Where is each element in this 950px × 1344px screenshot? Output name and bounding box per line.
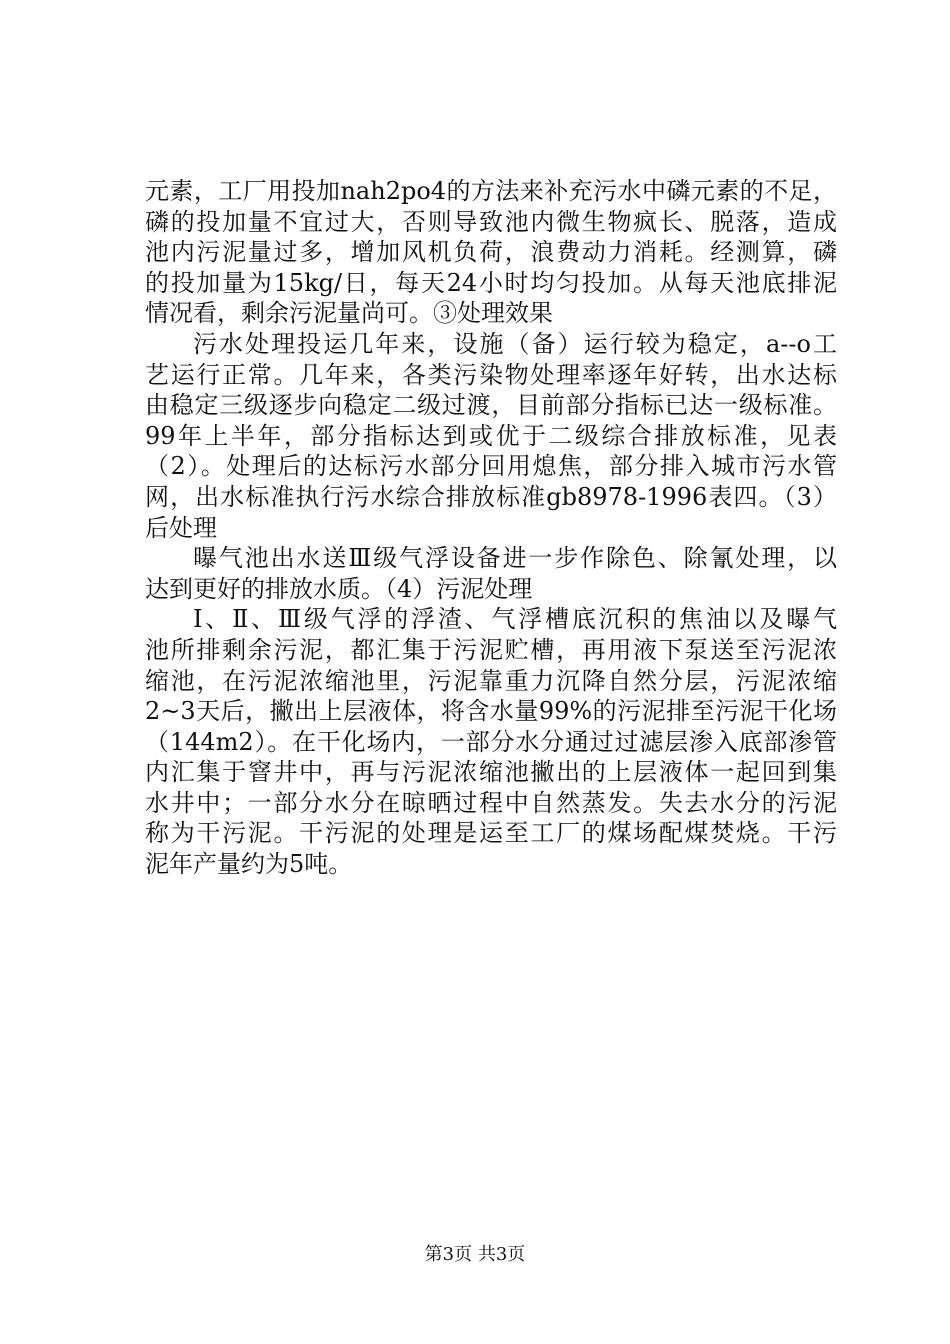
text-line: 内汇集于窨井中，再与污泥浓缩池撇出的上层液体一起回到集 — [145, 758, 837, 787]
text-line: 称为干污泥。干污泥的处理是运至工厂的煤场配煤焚烧。干污 — [145, 819, 837, 848]
paragraph — [145, 329, 837, 543]
text-line: 后处理 — [145, 513, 217, 542]
text-line: 泥年产量约为5吨。 — [145, 850, 353, 879]
document-body — [145, 176, 837, 880]
text-line: 缩池，在污泥浓缩池里，污泥靠重力沉降自然分层，污泥浓缩 — [145, 666, 837, 695]
text-line: 网，出水标准执行污水综合排放标准gb8978-1996表四。（3） — [145, 482, 837, 511]
text-line: 由稳定三级逐步向稳定二级过渡，目前部分指标已达一级标准。 — [145, 391, 837, 420]
text-line: 情况看，剩余污泥量尚可。③处理效果 — [145, 299, 553, 328]
text-line: 的投加量为15kg/日，每天24小时均匀投加。从每天池底排泥 — [145, 268, 837, 297]
text-line: 元素，工厂用投加nah2po4的方法来补充污水中磷元素的不足， — [145, 177, 837, 205]
paragraph — [145, 604, 837, 879]
text-line: 污水处理投运几年来，设施（备）运行较为稳定，a--o工 — [193, 329, 837, 358]
text-line: （144m2）。在干化场内，一部分水分通过过滤层渗入底部渗管 — [145, 727, 837, 756]
text-line: Ⅰ、Ⅱ、Ⅲ级气浮的浮渣、气浮槽底沉积的焦油以及曝气 — [193, 605, 837, 634]
text-line: 池内污泥量过多，增加风机负荷，浪费动力消耗。经测算，磷 — [145, 238, 837, 267]
text-line: 曝气池出水送Ⅲ级气浮设备进一步作除色、除氰处理，以 — [193, 544, 837, 573]
paragraph — [145, 176, 837, 329]
text-line: 池所排剩余污泥，都汇集于污泥贮槽，再用液下泵送至污泥浓 — [145, 635, 837, 664]
text-line: 2~3天后，撇出上层液体，将含水量99%的污泥排至污泥干化场 — [145, 697, 837, 726]
text-line: 达到更好的排放水质。（4）污泥处理 — [145, 574, 533, 603]
text-line: 99年上半年，部分指标达到或优于二级综合排放标准，见表 — [145, 421, 837, 450]
page-number-footer: 第3页 共3页 — [424, 1244, 526, 1265]
text-line: （2）。处理后的达标污水部分回用熄焦，部分排入城市污水管 — [145, 452, 837, 481]
paragraph — [145, 543, 837, 604]
text-line: 艺运行正常。几年来，各类污染物处理率逐年好转，出水达标 — [145, 360, 837, 389]
text-line: 磷的投加量不宜过大，否则导致池内微生物疯长、脱落，造成 — [145, 207, 837, 236]
text-line: 水井中；一部分水分在晾晒过程中自然蒸发。失去水分的污泥 — [145, 788, 837, 817]
